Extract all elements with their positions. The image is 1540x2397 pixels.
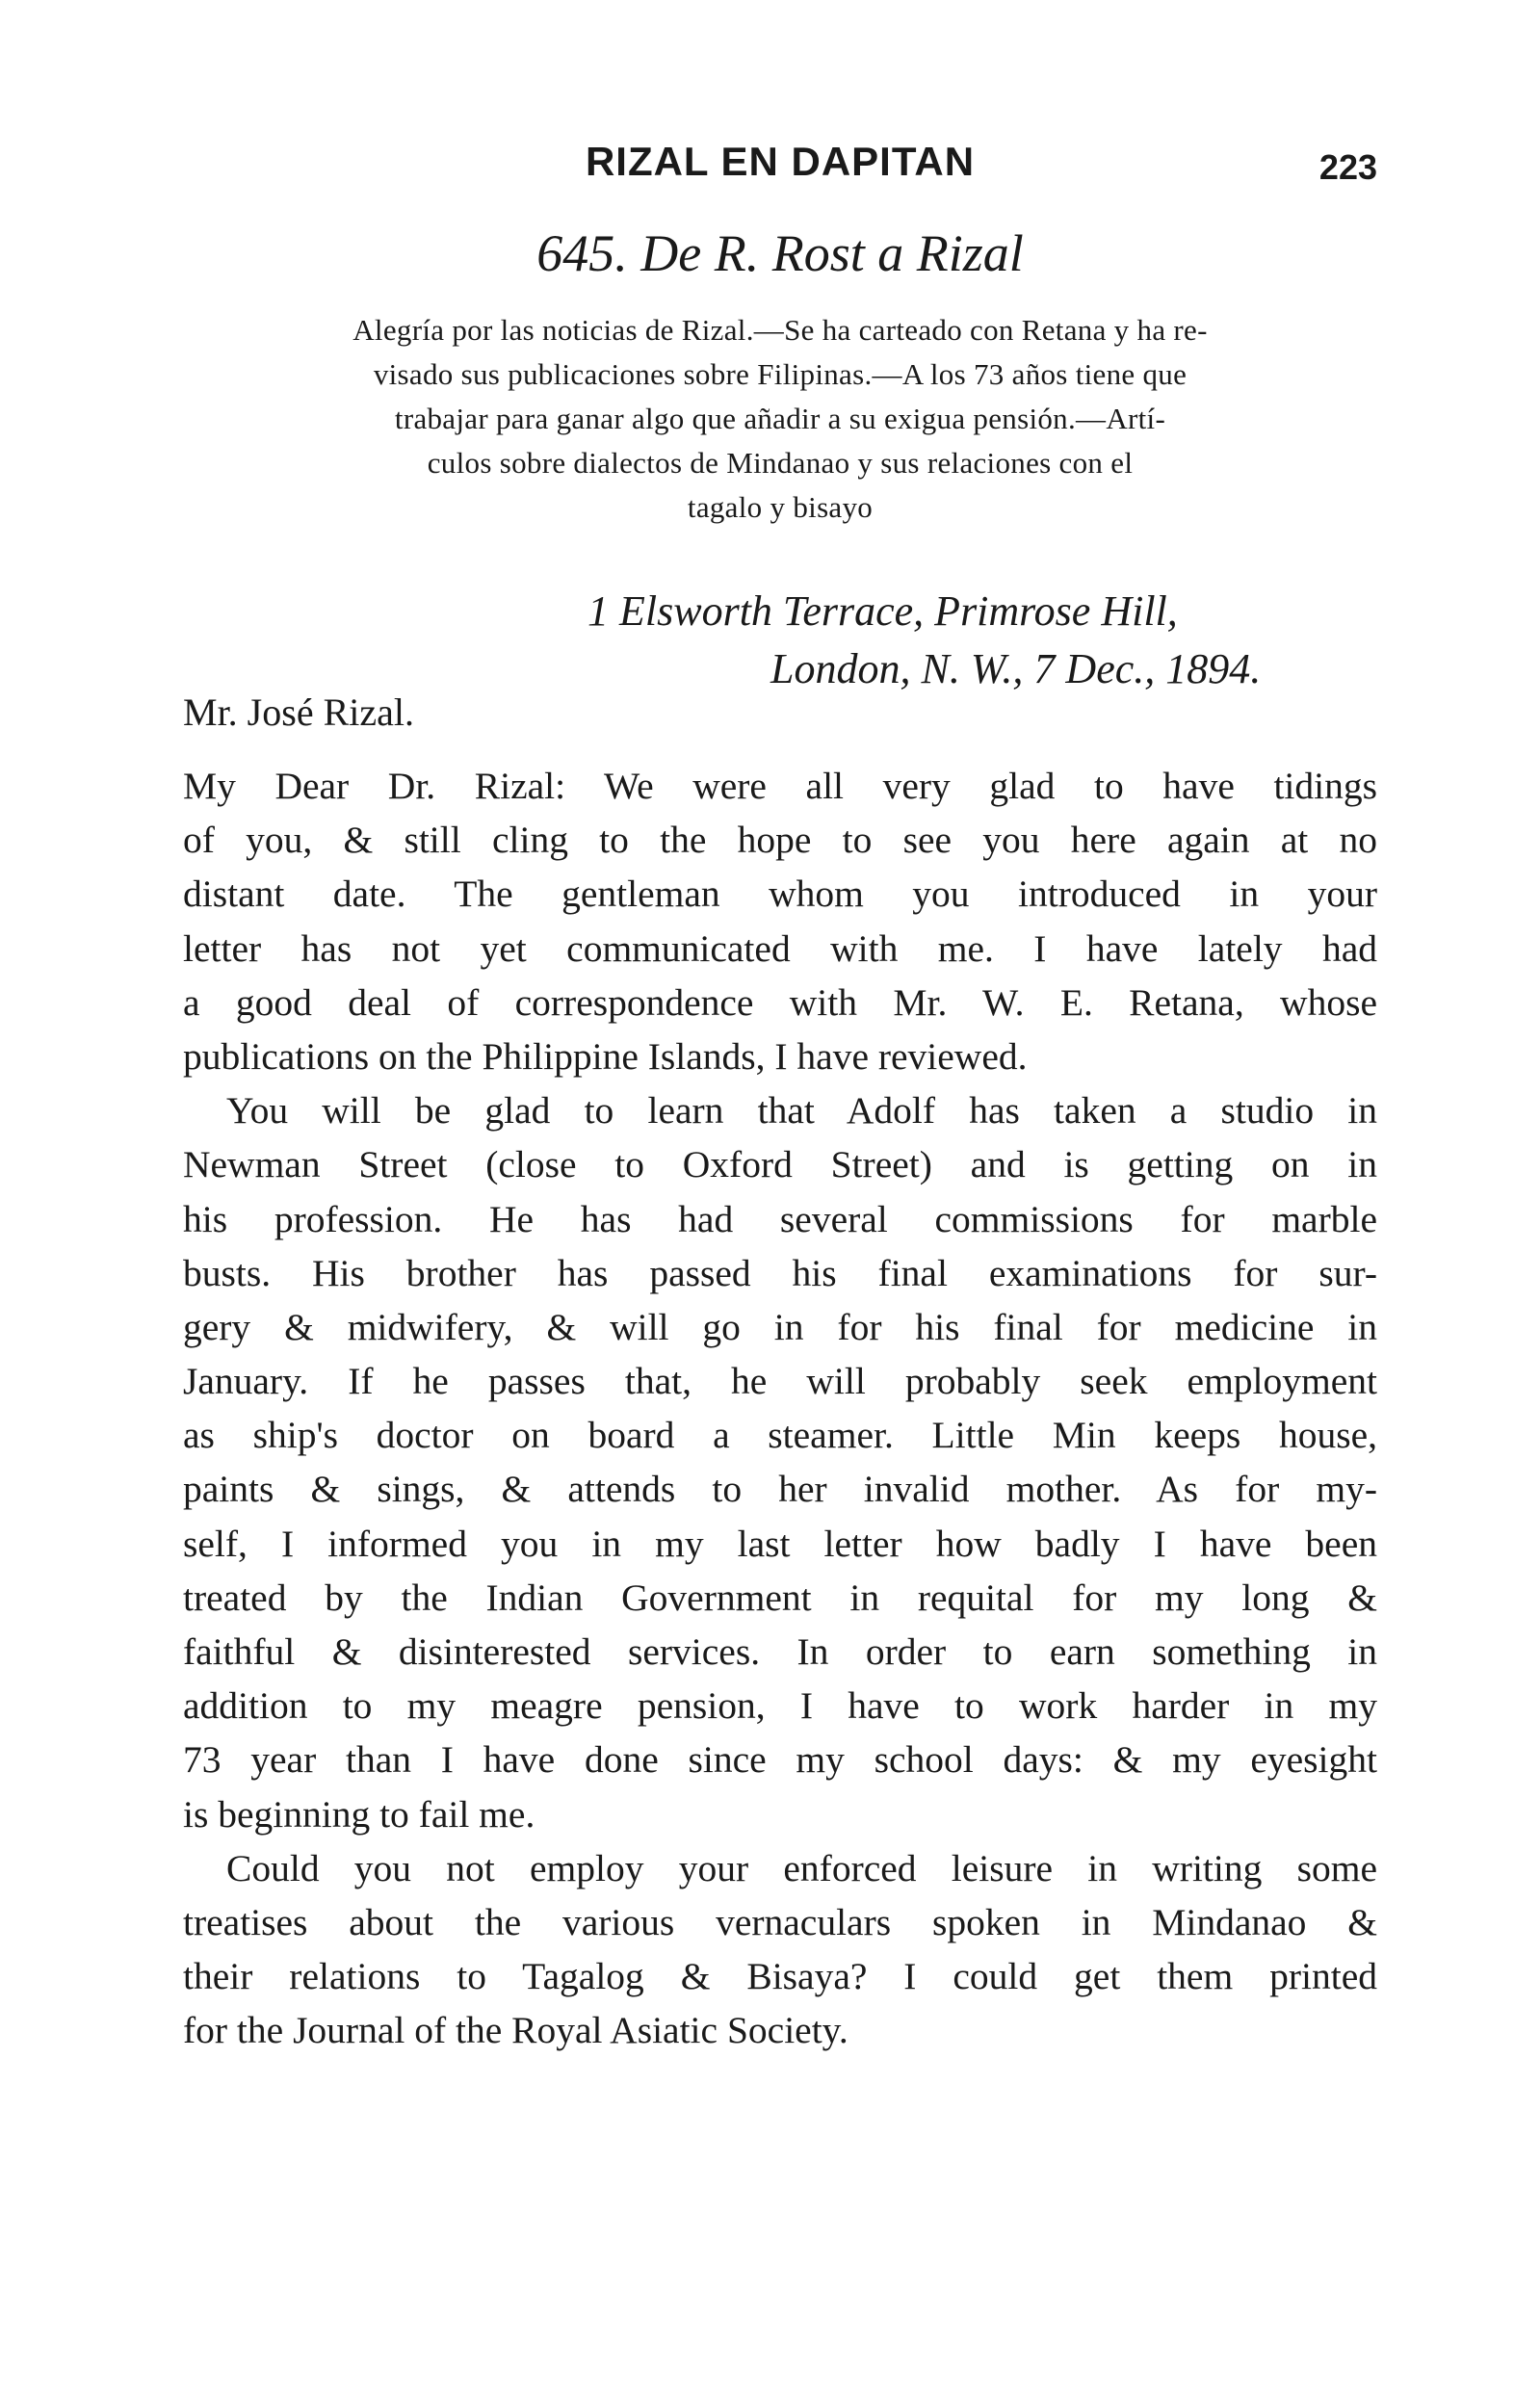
letter-summary: [183, 308, 1377, 530]
body-line: treatises about the various vernaculars spoken in Mindanao &: [183, 1900, 1377, 1943]
body-line: letter has not yet communicated with me. I have lately had: [183, 926, 1377, 970]
summary-line: tagalo y bisayo: [687, 490, 874, 524]
body-line: treated by the Indian Government in requital for my long &: [183, 1576, 1377, 1619]
body-line: their relations to Tagalog & Bisaya? I could get them printed: [183, 1955, 1377, 1998]
summary-line: Alegría por las noticias de Rizal.—Se ha carteado con Retana y ha re-: [352, 313, 1208, 347]
body-line: busts. His brother has passed his final examinations for sur-: [183, 1251, 1377, 1294]
running-head: [183, 133, 1377, 191]
body-line: of you, & still cling to the hope to see you here again at no: [183, 819, 1377, 862]
body-line: gery & midwifery, & will go in for his final for medicine in: [183, 1305, 1377, 1348]
letter-title: 645. De R. Rost a Rizal: [536, 224, 1024, 282]
page-number: 223: [1318, 147, 1377, 187]
body-line: his profession. He has had several commissions for marble: [183, 1197, 1377, 1240]
body-line: You will be glad to learn that Adolf has taken a studio in: [226, 1089, 1377, 1133]
summary-line: trabajar para ganar algo que añadir a su exigua pensión.—Artí-: [394, 402, 1166, 435]
address-line: 1 Elsworth Terrace, Primrose Hill,: [587, 587, 1178, 635]
body-line: for the Journal of the Royal Asiatic Society.: [183, 2009, 848, 2052]
body-line: addition to my meagre pension, I have to work harder in my: [183, 1684, 1377, 1728]
body-line: Newman Street (close to Oxford Street) and is getting on in: [183, 1143, 1377, 1186]
body-line: publications on the Philippine Islands, I have reviewed.: [183, 1034, 1028, 1078]
body-line: January. If he passes that, he will probably seek employment: [183, 1360, 1377, 1403]
address-line-date: London, N. W., 7 Dec., 1894.: [770, 645, 1262, 692]
body-line: a good deal of correspondence with Mr. W. E. Retana, whose: [183, 980, 1377, 1024]
body-line: faithful & disinterested services. In order to earn something in: [183, 1630, 1377, 1673]
body-line: 73 year than I have done since my school days: & my eyesight: [183, 1738, 1377, 1782]
body-line: Could you not employ your enforced leisure in writing some: [226, 1846, 1377, 1889]
body-line: self, I informed you in my last letter how badly I have been: [183, 1522, 1377, 1565]
body-line: My Dear Dr. Rizal: We were all very glad to have tidings: [183, 765, 1377, 807]
summary-line: visado sus publicaciones sobre Filipinas.—A los 73 años tiene que: [373, 357, 1188, 391]
body-line: as ship's doctor on board a steamer. Little Min keeps house,: [183, 1414, 1377, 1457]
body-line: is beginning to fail me.: [183, 1792, 535, 1836]
body-line: distant date. The gentleman whom you introduced in your: [183, 873, 1377, 916]
summary-line: culos sobre dialectos de Mindanao y sus relaciones con el: [427, 446, 1134, 480]
body-line: paints & sings, & attends to her invalid mother. As for my-: [183, 1468, 1377, 1511]
running-title: RIZAL EN DAPITAN: [585, 139, 976, 184]
recipient-name: Mr. José Rizal.: [183, 690, 414, 734]
letter-body: [183, 759, 1377, 2058]
